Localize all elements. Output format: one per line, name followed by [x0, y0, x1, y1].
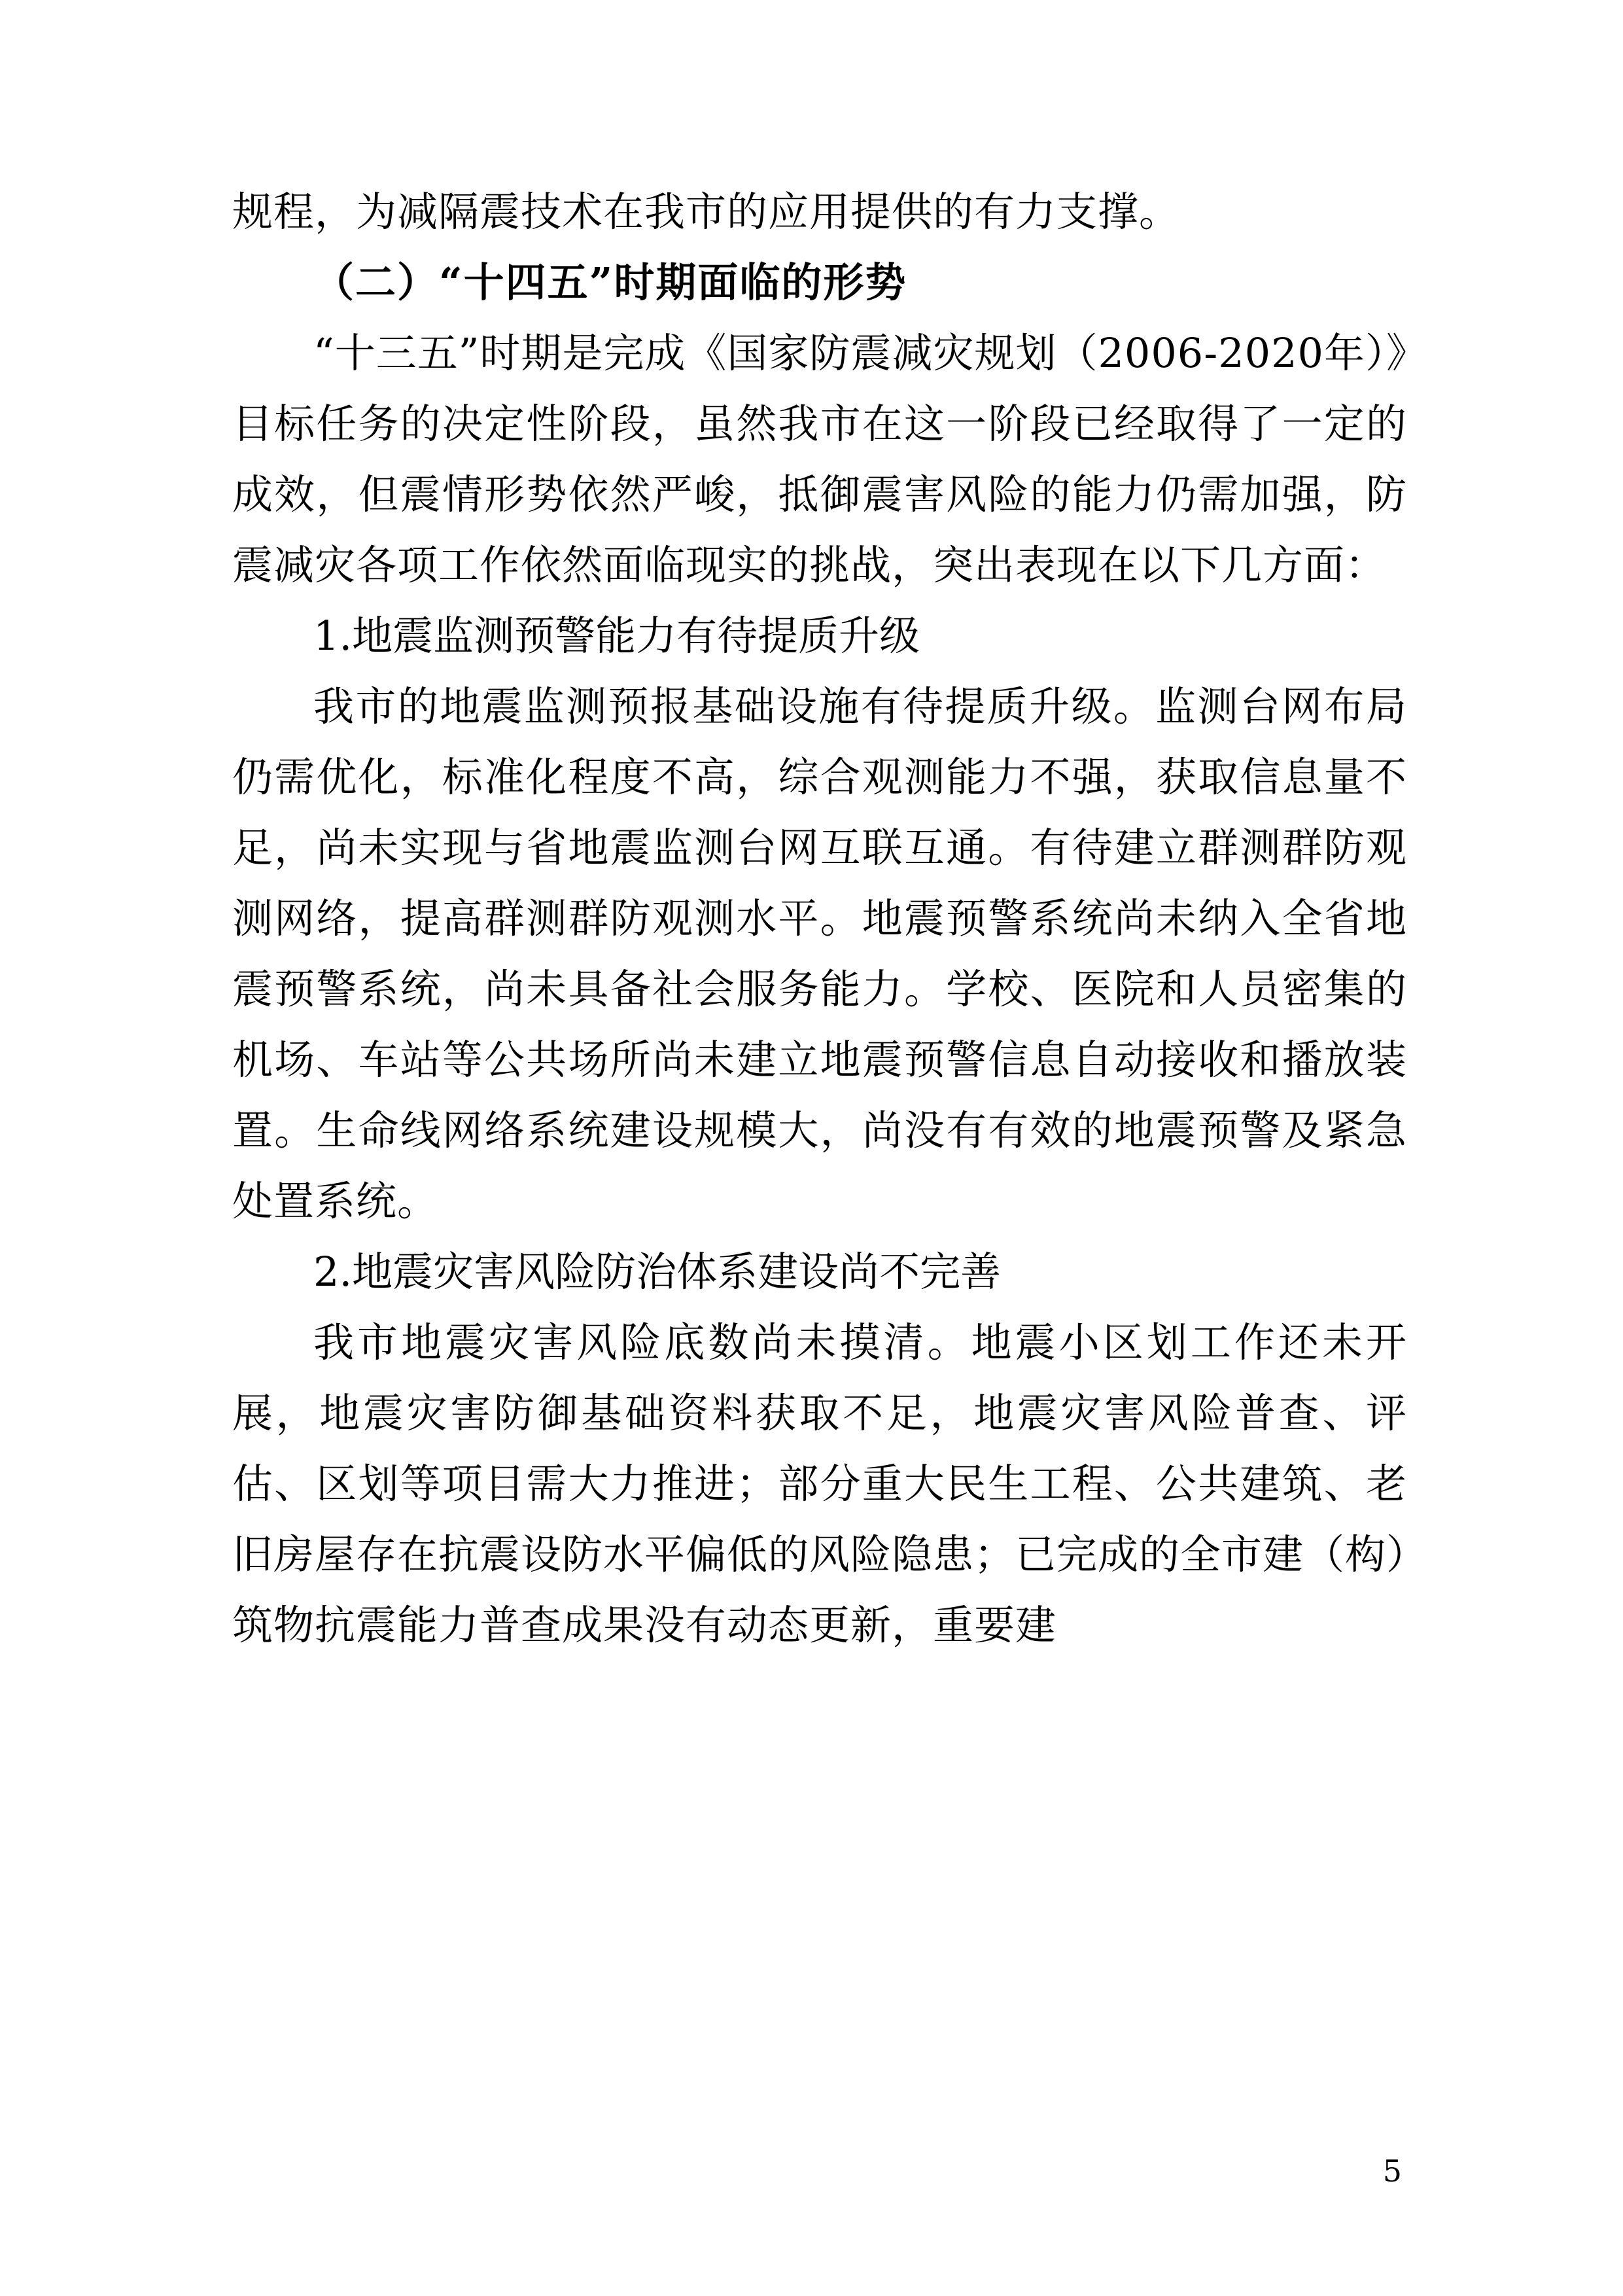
page-number: 5 [1382, 2153, 1402, 2189]
paragraph-continuation: 规程，为减隔震技术在我市的应用提供的有力支撑。 [232, 188, 1181, 236]
paragraph-overview: “十三五”时期是完成《国家防震减灾规划（2006-2020年）》目标任务的决定性阶段，虽然我市在这一阶段已经取得了一定的成效，但震情形势依然严峻，抵御震害风险的能力仍需加强，防震减灾各项工作依然面临现实的挑战，突出表现在以下几方面： [232, 329, 1407, 589]
subheading-item-2: 2.地震灾害风险防治体系建设尚不完善 [313, 1248, 1002, 1296]
paragraph-item-2-body: 我市地震灾害风险底数尚未摸清。地震小区划工作还未开展，地震灾害防御基础资料获取不足，地震灾害风险普查、评估、区划等项目需大力推进；部分重大民生工程、公共建筑、老旧房屋存在抗震设防水平偏低的风险隐患；已完成的全市建（构）筑物抗震能力普查成果没有动态更新，重要建 [232, 1318, 1408, 1649]
subheading-item-1: 1.地震监测预警能力有待提质升级 [313, 612, 920, 660]
paragraph-item-1-body: 我市的地震监测预报基础设施有待提质升级。监测台网布局仍需优化，标准化程度不高，综合观测能力不强，获取信息量不足，尚未实现与省地震监测台网互联互通。有待建立群测群防观测网络，提高群测群防观测水平。地震预警系统尚未纳入全省地震预警系统，尚未具备社会服务能力。学校、医院和人员密集的机场、车站等公共场所尚未建立地震预警信息自动接收和播放装置。生命线网络系统建设规模大，尚没有有效的地震预警及紧急处置系统。 [232, 682, 1407, 1225]
section-heading: （二）“十四五”时期面临的形势 [313, 258, 907, 306]
document-body [232, 177, 1407, 1661]
